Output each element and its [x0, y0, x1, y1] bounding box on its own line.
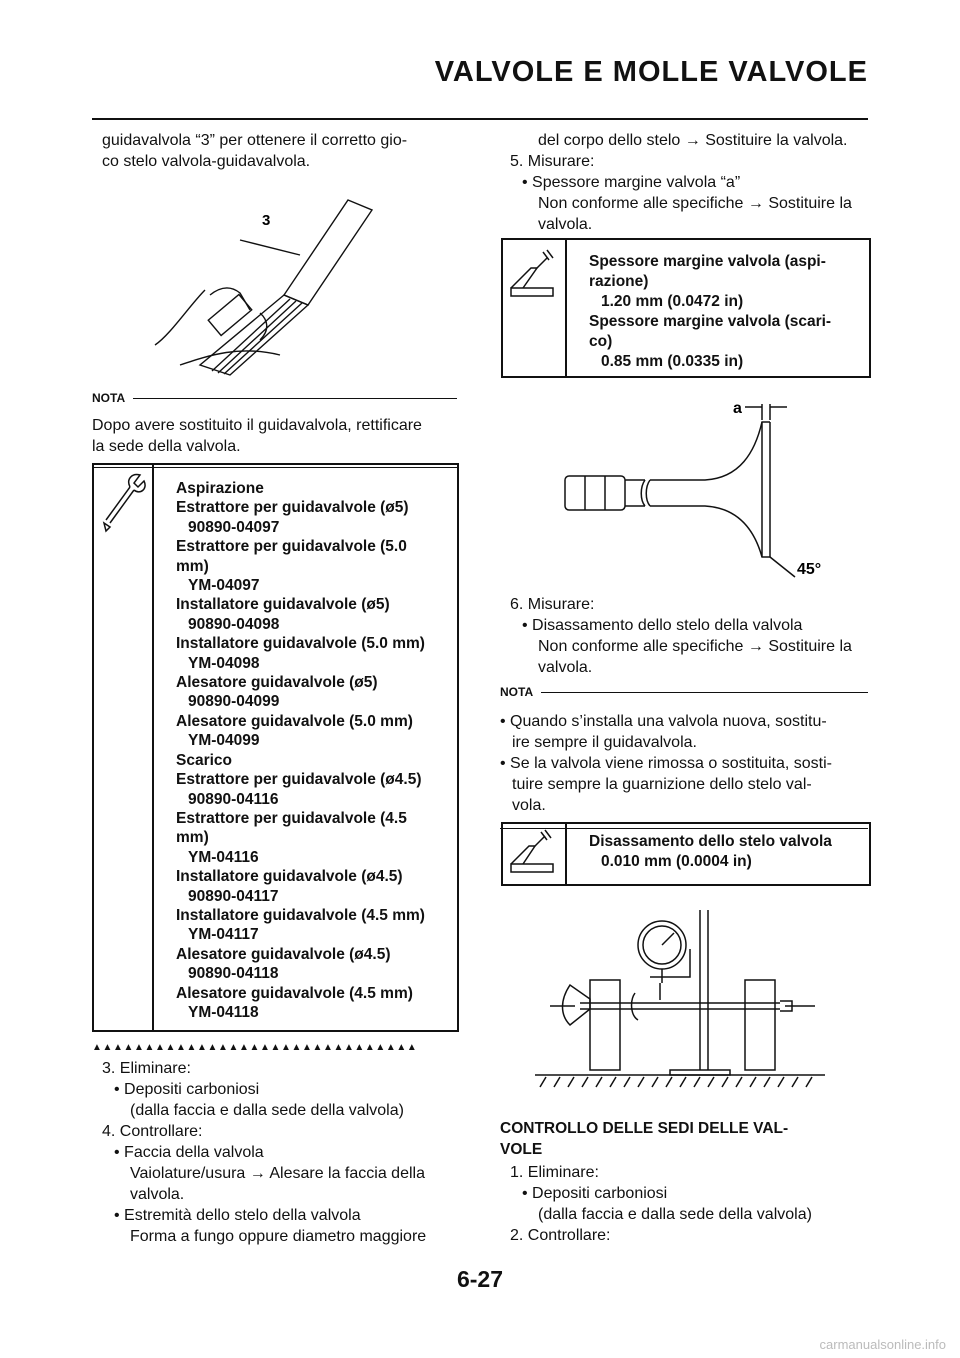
spec-label: Estrattore per guidavalvole (5.0	[176, 538, 407, 556]
tools-list	[154, 465, 425, 1030]
valve-head	[563, 985, 591, 1025]
left-nota	[92, 388, 457, 468]
spec-value: 90890-04116	[188, 790, 279, 808]
caliper-icon-cell	[503, 824, 567, 884]
right-mid-steps	[500, 594, 870, 678]
spec-label: mm)	[176, 829, 209, 847]
label-leader	[240, 240, 300, 255]
nota-item-line: • Se la valvola viene rimossa o sostituita, sosti-	[500, 755, 832, 772]
intro-line: co stelo valvola-guidavalvola.	[102, 153, 311, 170]
surface-hatching	[540, 1077, 812, 1087]
step-line: 5. Misurare:	[510, 153, 595, 170]
step-line: 4. Controllare:	[102, 1123, 203, 1140]
spec-label: co)	[589, 333, 613, 350]
valve-margin	[762, 422, 770, 557]
spec-value: 90890-04097	[188, 518, 280, 536]
fig2-label-a: a	[733, 400, 742, 417]
spec-value: 0.85 mm (0.0335 in)	[601, 353, 744, 370]
step-line: Forma a fungo oppure diametro maggiore	[130, 1228, 427, 1245]
spec-label: mm)	[176, 557, 209, 575]
runout-measurement-figure	[530, 905, 830, 1110]
valve-guide-figure	[150, 195, 380, 380]
nota-rule	[541, 692, 868, 693]
angle-line	[770, 557, 795, 577]
spec-value: 90890-04098	[188, 615, 280, 633]
spec-value: YM-04116	[188, 848, 259, 866]
margin-dimension-line	[762, 404, 770, 420]
nota-item-line: ire sempre il guidavalvola.	[512, 734, 697, 751]
section-title-line: CONTROLLO DELLE SEDI DELLE VAL-	[500, 1120, 789, 1137]
tool-knurl	[212, 299, 302, 374]
step-line: 1. Eliminare:	[510, 1164, 599, 1181]
spec-label: Installatore guidavalvole (ø4.5)	[176, 868, 403, 886]
spec-label: Installatore guidavalvole (ø5)	[176, 596, 390, 614]
nota-header	[92, 388, 457, 409]
tools-spec-box	[92, 463, 459, 1032]
spec-label: razione)	[589, 273, 649, 290]
tool-handle	[284, 200, 372, 305]
nota-item-line: vola.	[512, 797, 546, 814]
nota-items	[500, 711, 868, 816]
triangle-separator: ▲▲▲▲▲▲▲▲▲▲▲▲▲▲▲▲▲▲▲▲▲▲▲▲▲▲▲▲▲▲▲	[92, 1042, 418, 1053]
step-line: 6. Misurare:	[510, 596, 595, 613]
step-line: valvola.	[538, 216, 593, 233]
spec-value: 90890-04118	[188, 965, 279, 983]
nota-line: la sede della valvola.	[92, 438, 241, 455]
guide-outline	[180, 351, 280, 365]
dial-needle	[662, 933, 674, 945]
spec-label: Spessore margine valvola (scari-	[589, 313, 832, 330]
step-line: Non conforme alle specifiche → Sostituire la	[538, 195, 852, 212]
right-bottom-steps	[500, 1162, 870, 1246]
right-top-steps	[500, 130, 870, 235]
nota-label: NOTA	[92, 391, 126, 405]
valve-stem	[580, 1003, 780, 1009]
right-nota	[500, 682, 868, 829]
caliper-icon	[503, 824, 565, 884]
spec-label: Estrattore per guidavalvole (4.5	[176, 809, 407, 827]
step-line: • Spessore margine valvola “a”	[522, 174, 741, 191]
section-title-line: VOLE	[500, 1141, 543, 1158]
step-line: Non conforme alle specifiche → Sostituire la	[538, 638, 852, 655]
spec-value: 0.010 mm (0.0004 in)	[601, 853, 752, 870]
v-block-right	[745, 980, 775, 1070]
page-header-title: VALVOLE E MOLLE VALVOLE	[434, 56, 868, 88]
spec-label: Installatore guidavalvole (4.5 mm)	[176, 906, 425, 924]
spec-label: Installatore guidavalvole (5.0 mm)	[176, 635, 425, 653]
rotation-arrow	[632, 993, 638, 1020]
margin-spec-box	[501, 238, 871, 378]
nota-header	[500, 682, 868, 703]
step-line: • Depositi carboniosi	[522, 1185, 668, 1202]
caliper-icon	[503, 240, 565, 310]
step-line: 2. Controllare:	[510, 1227, 611, 1244]
step-line: • Depositi carboniosi	[114, 1081, 260, 1098]
header-rule	[92, 118, 868, 120]
spec-label: Alesatore guidavalvole (5.0 mm)	[176, 712, 413, 730]
spec-label: Alesatore guidavalvole (ø5)	[176, 674, 378, 692]
step-line: Vaiolature/usura → Alesare la faccia della	[130, 1165, 425, 1182]
step-line: • Faccia della valvola	[114, 1144, 264, 1161]
spec-value: YM-04117	[188, 926, 259, 944]
spec-label: Estrattore per guidavalvole (ø4.5)	[176, 771, 422, 789]
runout-spec-values	[567, 824, 832, 884]
spec-value: YM-04118	[188, 1003, 259, 1021]
fig1-label-3: 3	[262, 212, 271, 229]
wrench-icon	[94, 465, 152, 535]
nota-rule	[133, 398, 457, 399]
step-line: • Disassamento dello stelo della valvola	[522, 617, 803, 634]
hand-outline	[155, 290, 205, 345]
spec-label: Estrattore per guidavalvole (ø5)	[176, 499, 409, 517]
v-block-left	[590, 980, 620, 1070]
watermark: carmanualsonline.info	[819, 1337, 946, 1352]
intro-line: guidavalvola “3” per ottenere il corretto gio-	[102, 132, 408, 149]
caliper-icon-cell	[503, 240, 567, 376]
valve-stem-end	[565, 476, 625, 510]
tool-shaft	[200, 295, 308, 375]
valve-margin-figure	[555, 392, 845, 587]
left-steps	[92, 1058, 457, 1247]
stem-break	[641, 480, 650, 506]
nota-label: NOTA	[500, 685, 534, 699]
tool-icon-cell	[94, 465, 154, 1030]
step-line: (dalla faccia e dalla sede della valvola)	[130, 1102, 404, 1119]
step-line: 3. Eliminare:	[102, 1060, 191, 1077]
nota-item-line: tuire sempre la guarnizione dello stelo val-	[512, 776, 812, 793]
spec-label: Aspirazione	[176, 480, 264, 497]
fig2-label-angle: 45°	[797, 561, 822, 578]
step-line: (dalla faccia e dalla sede della valvola)	[538, 1206, 812, 1223]
spec-value: YM-04097	[188, 577, 260, 595]
step-line: valvola.	[538, 659, 593, 676]
spec-label: Alesatore guidavalvole (4.5 mm)	[176, 984, 413, 1002]
valve-head-top	[650, 422, 770, 480]
margin-spec-values	[567, 240, 831, 376]
spec-value: YM-04099	[188, 732, 260, 750]
nota-item-line: • Quando s’installa una valvola nuova, sostitu-	[500, 713, 827, 730]
section-title	[500, 1118, 870, 1160]
step-line: • Estremità dello stelo della valvola	[114, 1207, 361, 1224]
spec-label: Disassamento dello stelo valvola	[589, 833, 832, 850]
spec-value: YM-04098	[188, 654, 260, 672]
runout-spec-box	[501, 822, 871, 886]
step-line: del corpo dello stelo → Sostituire la valvola.	[538, 132, 848, 149]
stem-groove	[585, 476, 605, 510]
spec-label: Spessore margine valvola (aspi-	[589, 253, 826, 270]
valve-head-bottom	[650, 506, 770, 557]
nota-line: Dopo avere sostituito il guidavalvola, rettificare	[92, 417, 422, 434]
spec-value: 90890-04099	[188, 693, 280, 711]
spec-value: 1.20 mm (0.0472 in)	[601, 293, 744, 310]
spec-value: 90890-04117	[188, 887, 279, 905]
left-intro	[102, 130, 462, 172]
page-number: 6-27	[456, 1266, 504, 1292]
spec-label: Alesatore guidavalvole (ø4.5)	[176, 945, 391, 963]
step-line: valvola.	[130, 1186, 185, 1203]
spec-label: Scarico	[176, 751, 233, 769]
finger-outline	[210, 288, 250, 310]
